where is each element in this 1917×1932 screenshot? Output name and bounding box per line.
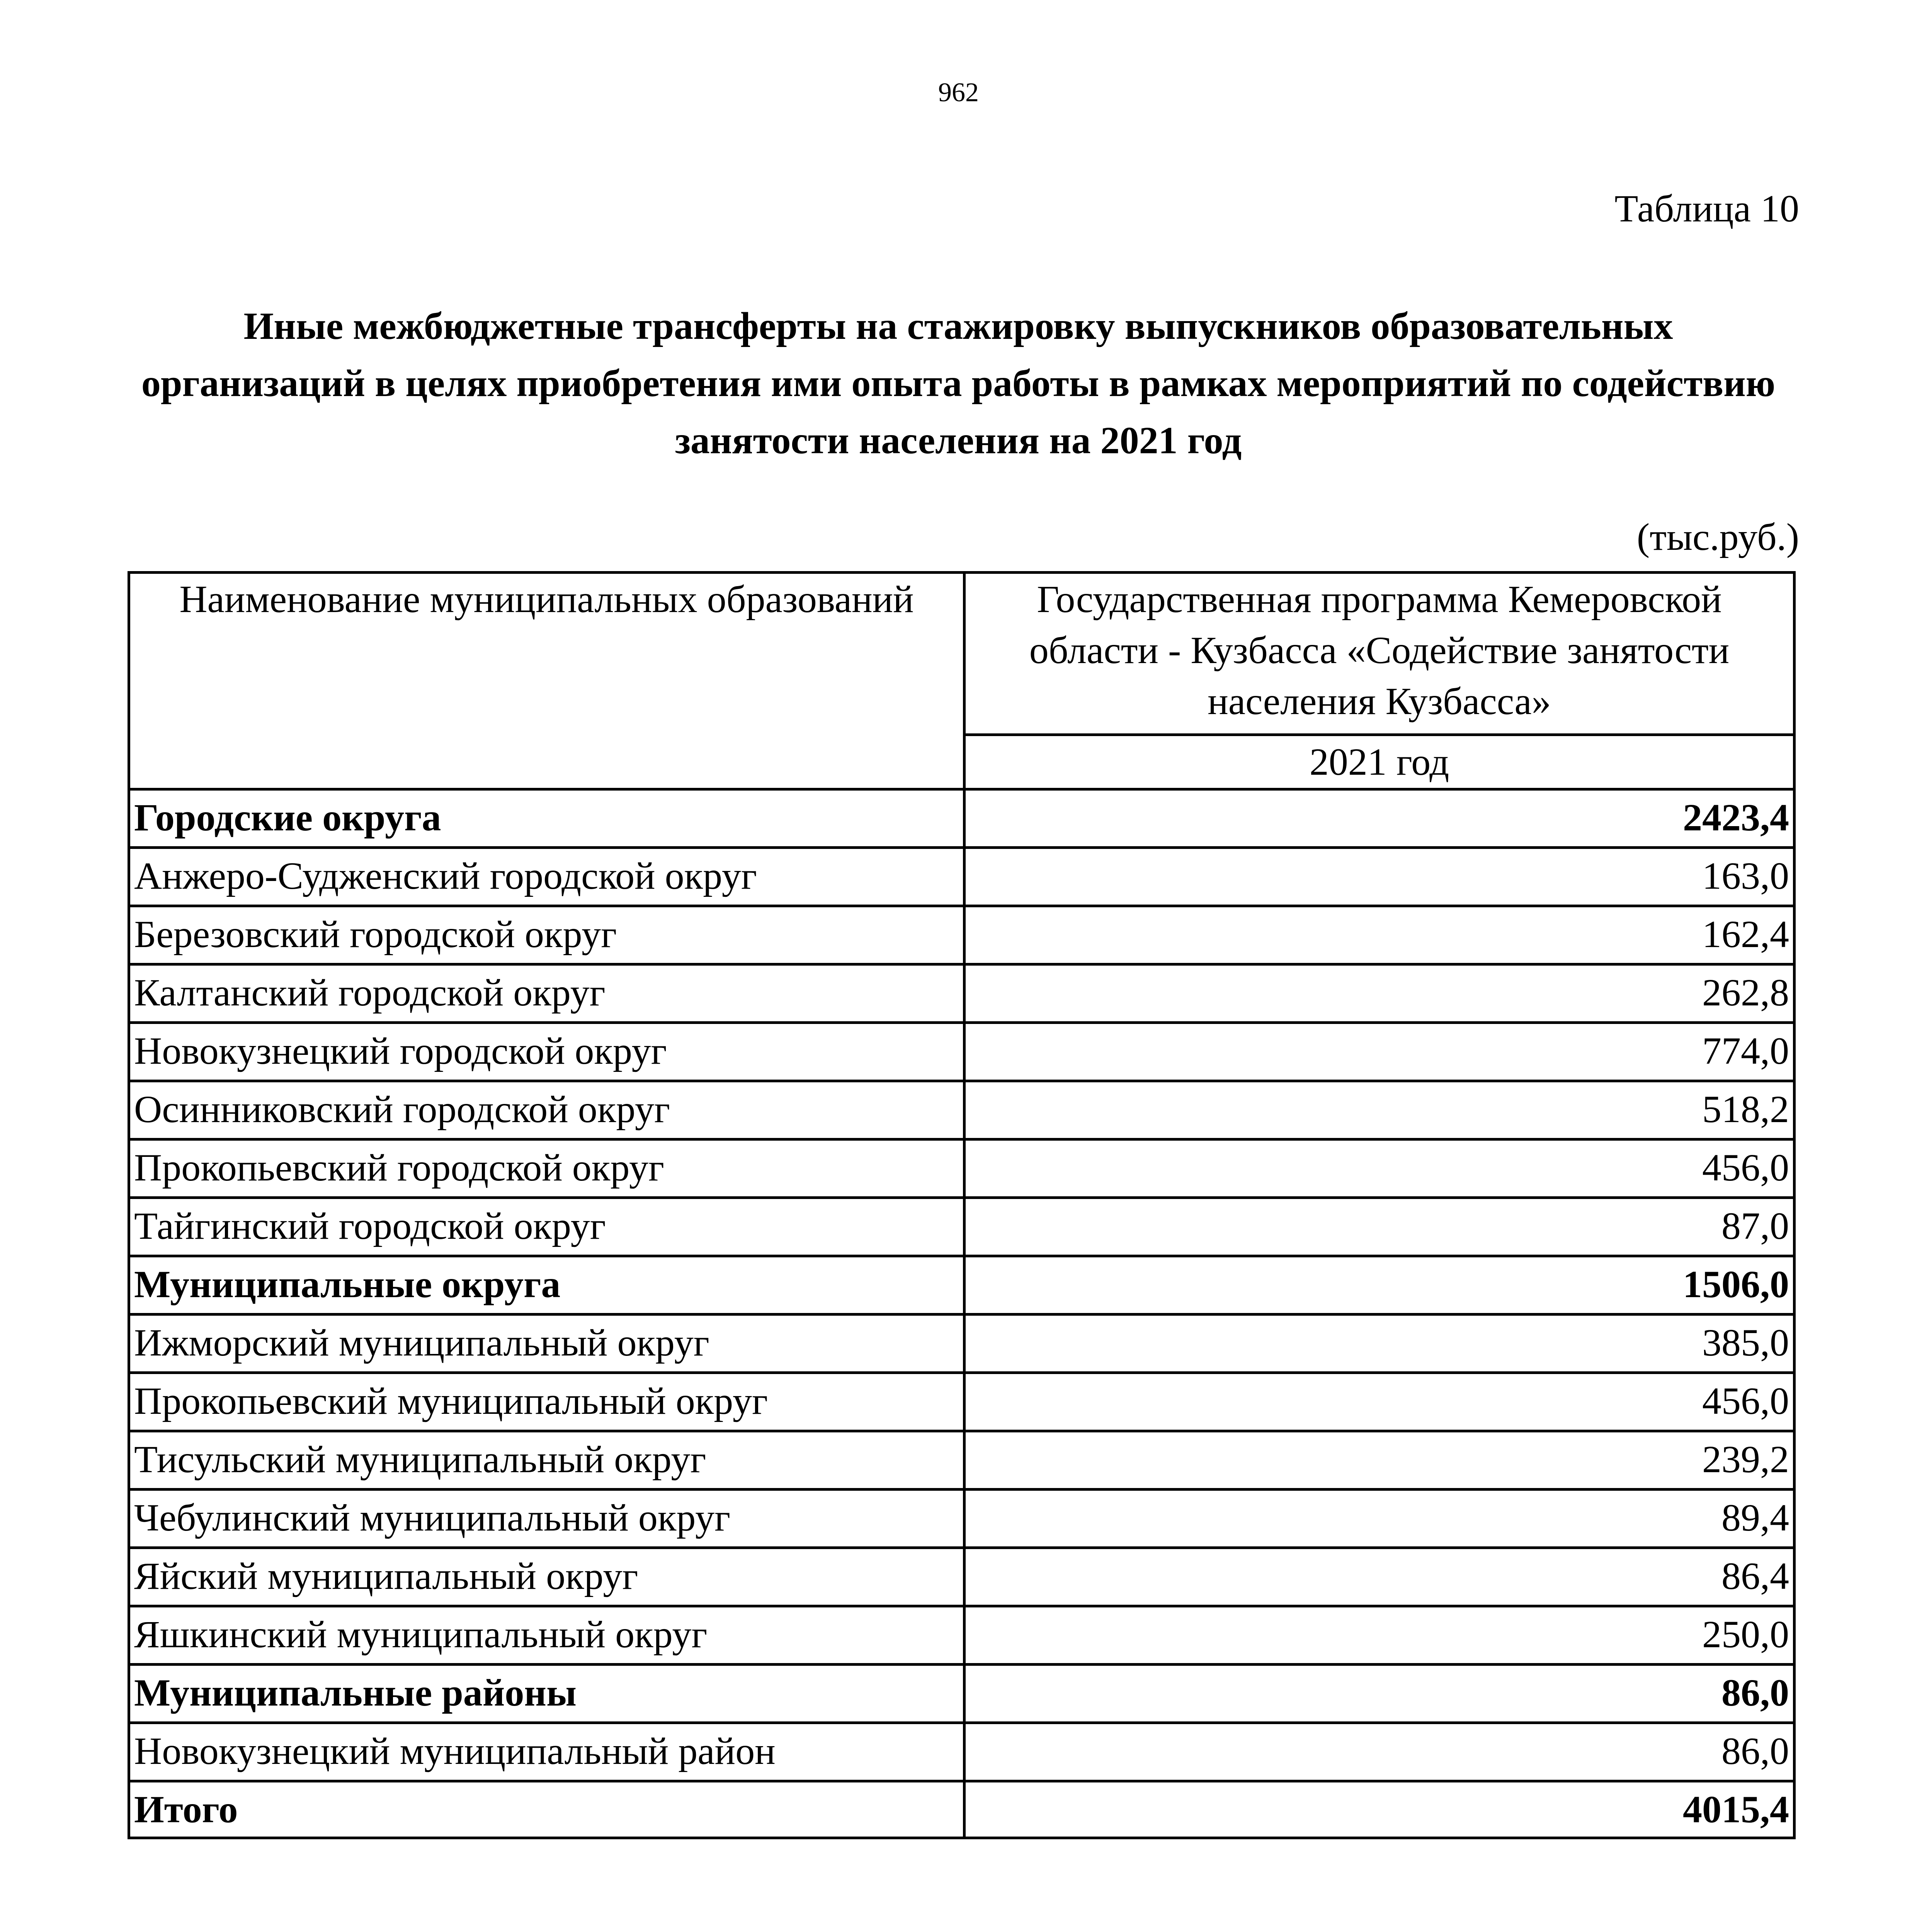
table-row xyxy=(129,1315,1795,1373)
table-header-row xyxy=(129,573,1795,735)
row-value: 250,0 xyxy=(964,1606,1795,1665)
table-row xyxy=(129,964,1795,1023)
row-name: Тисульский муниципальный округ xyxy=(129,1431,964,1490)
row-name: Муниципальные районы xyxy=(129,1665,964,1723)
table-row xyxy=(129,1081,1795,1139)
row-value: 385,0 xyxy=(964,1315,1795,1373)
row-value: 239,2 xyxy=(964,1431,1795,1490)
row-name: Анжеро-Судженский городской округ xyxy=(129,848,964,906)
header-program: Государственная программа Кемеровской области - Кузбасса «Содействие занятости населения Кузбасса» xyxy=(964,573,1795,735)
table-row xyxy=(129,1373,1795,1431)
transfers-table xyxy=(128,571,1796,1839)
units-label: (тыс.руб.) xyxy=(1636,515,1799,558)
row-name: Березовский городской округ xyxy=(129,906,964,964)
row-value: 86,0 xyxy=(964,1723,1795,1781)
table-row xyxy=(129,1139,1795,1198)
row-name: Муниципальные округа xyxy=(129,1256,964,1315)
row-name: Новокузнецкий муниципальный район xyxy=(129,1723,964,1781)
row-value: 86,4 xyxy=(964,1548,1795,1606)
row-value: 456,0 xyxy=(964,1373,1795,1431)
row-name: Чебулинский муниципальный округ xyxy=(129,1490,964,1548)
table-row xyxy=(129,1490,1795,1548)
total-label: Итого xyxy=(129,1781,964,1838)
table-label: Таблица 10 xyxy=(1614,187,1799,230)
row-value: 87,0 xyxy=(964,1198,1795,1256)
table-row xyxy=(129,789,1795,848)
total-value: 4015,4 xyxy=(964,1781,1795,1838)
row-value: 86,0 xyxy=(964,1665,1795,1723)
document-title: Иные межбюджетные трансферты на стажировку выпускников образовательных организаций в целях приобретения ими опыта работы в рамках мероприятий по содействию занятости населения на 2021 год xyxy=(141,304,1776,462)
row-name: Новокузнецкий городской округ xyxy=(129,1023,964,1081)
row-value: 774,0 xyxy=(964,1023,1795,1081)
row-name: Яйский муниципальный округ xyxy=(129,1548,964,1606)
row-name: Прокопьевский городской округ xyxy=(129,1139,964,1198)
table-row xyxy=(129,1665,1795,1723)
row-value: 2423,4 xyxy=(964,789,1795,848)
table-row xyxy=(129,1256,1795,1315)
row-value: 262,8 xyxy=(964,964,1795,1023)
table-row xyxy=(129,1198,1795,1256)
row-name: Осинниковский городской округ xyxy=(129,1081,964,1139)
row-value: 162,4 xyxy=(964,906,1795,964)
row-name: Прокопьевский муниципальный округ xyxy=(129,1373,964,1431)
row-value: 1506,0 xyxy=(964,1256,1795,1315)
header-year: 2021 год xyxy=(964,735,1795,789)
row-value: 163,0 xyxy=(964,848,1795,906)
table-row xyxy=(129,1723,1795,1781)
table-total-row xyxy=(129,1781,1795,1838)
table-row xyxy=(129,1548,1795,1606)
table-row xyxy=(129,1023,1795,1081)
row-value: 518,2 xyxy=(964,1081,1795,1139)
page-number: 962 xyxy=(938,78,979,107)
table-row xyxy=(129,1431,1795,1490)
table-row xyxy=(129,848,1795,906)
row-name: Калтанский городской округ xyxy=(129,964,964,1023)
row-name: Ижморский муниципальный округ xyxy=(129,1315,964,1373)
row-name: Яшкинский муниципальный округ xyxy=(129,1606,964,1665)
table-row xyxy=(129,906,1795,964)
table-row xyxy=(129,1606,1795,1665)
row-value: 456,0 xyxy=(964,1139,1795,1198)
row-name: Тайгинский городской округ xyxy=(129,1198,964,1256)
row-value: 89,4 xyxy=(964,1490,1795,1548)
header-municipality-name: Наименование муниципальных образований xyxy=(129,573,964,789)
row-name: Городские округа xyxy=(129,789,964,848)
table-body xyxy=(129,789,1795,1838)
